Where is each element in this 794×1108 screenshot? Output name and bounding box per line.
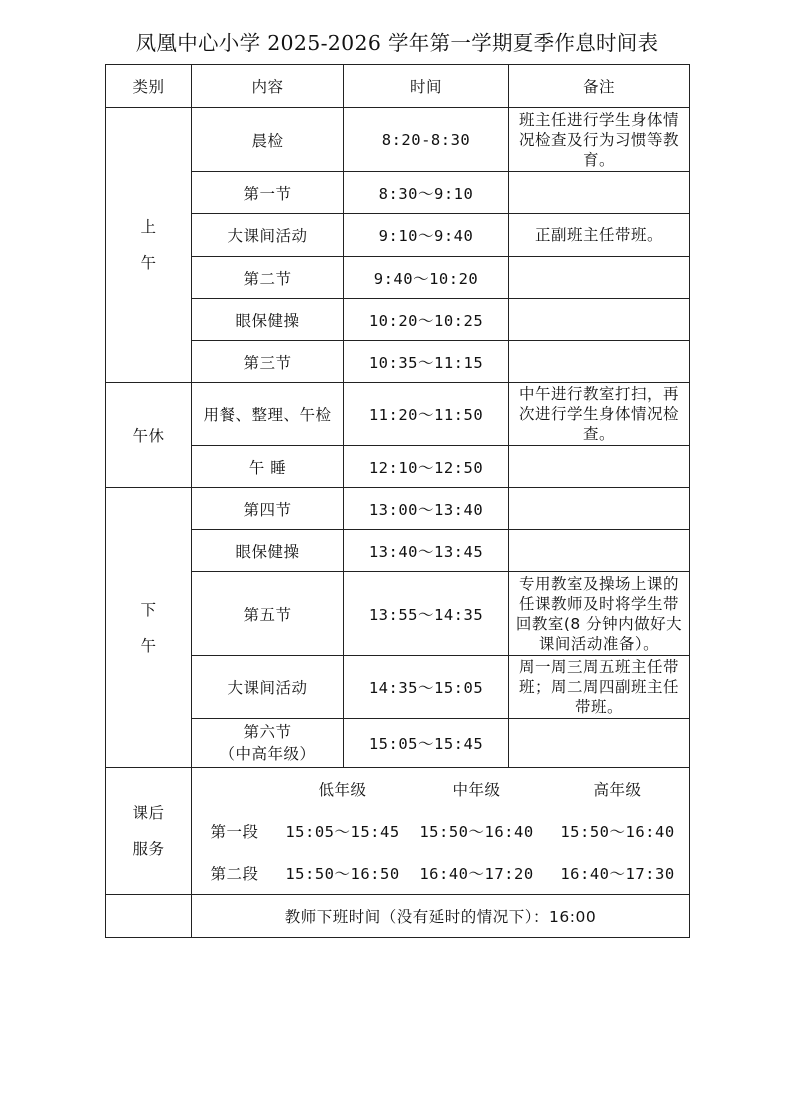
note-cell [509, 488, 690, 530]
note-line: 班；周二周四副班主任 [518, 678, 679, 696]
content-cell: 第三节 [192, 341, 344, 383]
category-morning-line1: 上 [140, 218, 157, 236]
table-row [106, 572, 690, 656]
note-line: 育。 [582, 150, 615, 169]
table-row [106, 383, 690, 446]
after-school-section [106, 768, 690, 895]
content-cell: 第四节 [192, 488, 344, 530]
footer-blank [106, 895, 192, 938]
header-content: 内容 [192, 65, 344, 108]
after-school-row [192, 852, 690, 894]
table-row [106, 488, 690, 530]
header-time: 时间 [344, 65, 509, 108]
time-cell: 8:20-8:30 [344, 108, 509, 172]
time-cell: 8:30～9:10 [344, 172, 509, 214]
category-morning [106, 108, 192, 383]
header-note: 备注 [509, 65, 690, 108]
note-cell [509, 257, 690, 299]
time-cell: 9:10～9:40 [344, 214, 509, 257]
note-cell [509, 172, 690, 214]
grade-header-low: 低年级 [318, 781, 367, 799]
note-line: 中午进行教室打扫，再 [518, 385, 679, 403]
note-line: 带班。 [574, 698, 623, 716]
content-cell [192, 719, 344, 768]
table-row [106, 656, 690, 719]
content-cell: 第二节 [192, 257, 344, 299]
category-afternoon [106, 488, 192, 768]
time-cell: 15:50～16:40 [560, 823, 675, 841]
content-cell: 眼保健操 [192, 299, 344, 341]
content-cell: 大课间活动 [192, 656, 344, 719]
table-row [106, 257, 690, 299]
time-cell: 15:50～16:50 [285, 865, 400, 883]
segment-label: 第一段 [210, 823, 259, 841]
time-cell: 13:40～13:45 [344, 530, 509, 572]
content-cell: 用餐、整理、午检 [192, 383, 344, 446]
time-cell: 10:35～11:15 [344, 341, 509, 383]
table-row [106, 108, 690, 172]
content-cell: 大课间活动 [192, 214, 344, 257]
content-line: （中高年级） [219, 745, 316, 763]
content-cell: 眼保健操 [192, 530, 344, 572]
time-cell: 12:10～12:50 [344, 446, 509, 488]
header-category: 类别 [106, 65, 192, 108]
grade-header-high: 高年级 [593, 781, 642, 799]
note-cell [509, 530, 690, 572]
table-row [106, 172, 690, 214]
note-cell [509, 656, 690, 719]
schedule-table [105, 64, 690, 938]
note-line: 周一周三周五班主任带 [518, 658, 679, 676]
note-line: 专用教室及操场上课的 [518, 574, 679, 593]
grade-header-blank [192, 768, 277, 810]
note-line: 回教室(8 分钟内做好大 [515, 614, 683, 633]
note-cell [509, 383, 690, 446]
category-noon: 午休 [106, 383, 192, 488]
note-cell [509, 446, 690, 488]
segment-label: 第二段 [210, 865, 259, 883]
note-cell [509, 299, 690, 341]
header-row [106, 65, 690, 108]
category-afternoon-line1: 下 [140, 600, 157, 619]
teacher-off-time: 教师下班时间（没有延时的情况下）：16:00 [192, 895, 690, 938]
time-cell: 15:50～16:40 [419, 823, 534, 841]
table-row [106, 341, 690, 383]
time-cell: 14:35～15:05 [344, 656, 509, 719]
table-row [106, 719, 690, 768]
note-line: 查。 [582, 425, 615, 443]
category-after-school-line1: 课后 [132, 804, 165, 822]
time-cell: 16:40～17:20 [419, 865, 534, 883]
note-cell [509, 108, 690, 172]
time-cell: 9:40～10:20 [344, 257, 509, 299]
category-after-school-line2: 服务 [132, 840, 165, 858]
footer-row [106, 895, 690, 938]
category-after-school [106, 768, 192, 895]
time-cell: 11:20～11:50 [344, 383, 509, 446]
table-row [106, 530, 690, 572]
content-cell: 晨检 [192, 108, 344, 172]
content-cell: 第一节 [192, 172, 344, 214]
time-cell: 13:55～14:35 [344, 572, 509, 656]
time-cell: 16:40～17:30 [560, 865, 675, 883]
note-cell [509, 719, 690, 768]
note-cell [509, 572, 690, 656]
content-cell: 第五节 [192, 572, 344, 656]
time-cell: 13:00～13:40 [344, 488, 509, 530]
note-line: 任课教师及时将学生带 [518, 594, 679, 613]
time-cell: 10:20～10:25 [344, 299, 509, 341]
note-line: 次进行学生身体情况检 [518, 405, 679, 423]
note-line: 班主任进行学生身体情 [518, 110, 679, 129]
table-row [106, 299, 690, 341]
grade-header-mid: 中年级 [452, 781, 501, 799]
time-cell: 15:05～15:45 [285, 823, 400, 841]
content-line: 第六节 [243, 723, 292, 741]
time-cell: 15:05～15:45 [344, 719, 509, 768]
table-row [106, 214, 690, 257]
content-cell: 午 睡 [192, 446, 344, 488]
after-school-row [192, 810, 690, 852]
note-cell [509, 341, 690, 383]
category-afternoon-line2: 午 [140, 636, 157, 655]
note-line: 况检查及行为习惯等教 [518, 130, 679, 149]
page-title: 凤凰中心小学 2025-2026 学年第一学期夏季作息时间表 [135, 31, 659, 55]
after-school-table [192, 768, 690, 894]
note-line: 课间活动准备）。 [538, 634, 660, 653]
category-morning-line2: 午 [140, 254, 157, 272]
note-cell: 正副班主任带班。 [509, 214, 690, 257]
after-school-grid [192, 768, 690, 895]
table-row [106, 446, 690, 488]
grade-header-row [192, 768, 690, 810]
